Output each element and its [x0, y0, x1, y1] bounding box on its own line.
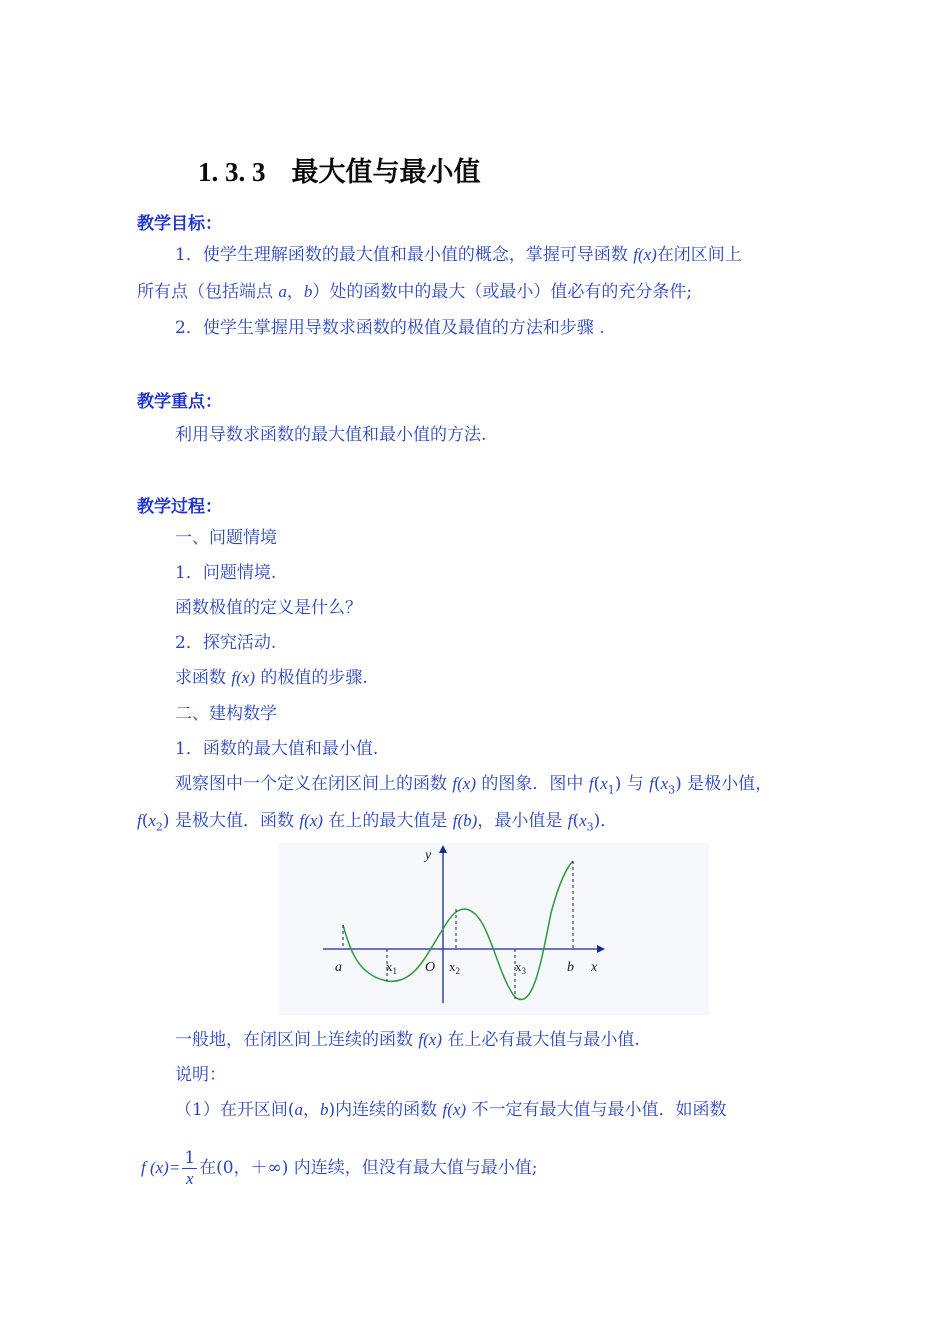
note-1: （1）在开区间(a，b)内连续的函数 f(x) 不一定有最大值与最小值．如函数 — [175, 1100, 727, 1120]
section-2: 二、建构数学 — [175, 704, 277, 724]
x1-label: $x_1$ — [386, 959, 397, 976]
process-heading: 教学过程： — [137, 497, 222, 517]
section-2-1: 1．函数的最大值和最小值. — [175, 739, 379, 759]
section-number: 1. 3. 3 — [198, 157, 266, 187]
observation-line-2: $f(x_2)$ 是极大值．函数 f(x) 在上的最大值是 f(b)，最小值是 $f(x_3)$． — [137, 811, 618, 834]
section-1-question: 函数极值的定义是什么？ — [175, 598, 362, 618]
x-label: x — [591, 960, 598, 975]
observation-line-1: 观察图中一个定义在闭区间上的函数 f(x) 的图象．图中 $f(x_1)$ 与 $f(x_3)$ 是极小值， — [175, 774, 773, 797]
section-1-1: 1．问题情境. — [175, 563, 277, 583]
x3-label: $x_3$ — [515, 959, 526, 976]
section-1-2: 2．探究活动. — [175, 633, 277, 653]
fraction: $\frac{1}{x}$ — [184, 1148, 196, 1188]
section-1: 一、问题情境 — [175, 528, 277, 548]
goal-item-2: 2．使学生掌握用导数求函数的极值及最值的方法和步骤 . — [175, 318, 605, 338]
reciprocal-example: f (x)= $\frac{1}{x}$ 在(0，＋∞) 内连续，但没有最大值与最小值; — [141, 1148, 538, 1188]
a-label: a — [335, 960, 342, 975]
x2-label: $x_2$ — [449, 959, 460, 976]
y-label: y — [425, 848, 432, 863]
focus-heading: 教学重点： — [137, 392, 222, 412]
b-label: b — [567, 960, 574, 975]
general-statement: 一般地，在闭区间上连续的函数 f(x) 在上必有最大值与最小值. — [175, 1030, 640, 1050]
title-text: 最大值与最小值 — [291, 157, 481, 188]
focus-text: 利用导数求函数的最大值和最小值的方法. — [175, 425, 487, 445]
goals-heading: 教学目标： — [137, 214, 222, 234]
section-1-2-text: 求函数 f(x) 的极值的步骤. — [175, 668, 368, 688]
goal-item-1-cont: 所有点（包括端点 a，b）处的函数中的最大（或最小）值必有的充分条件; — [137, 282, 693, 302]
goal-item-1: 1．使学生理解函数的最大值和最小值的概念，掌握可导函数 f(x)在闭区间上 — [175, 245, 742, 265]
note-heading: 说明： — [175, 1065, 226, 1085]
origin-label: O — [425, 960, 436, 975]
function-graph — [279, 843, 709, 1015]
page-title — [198, 150, 481, 189]
